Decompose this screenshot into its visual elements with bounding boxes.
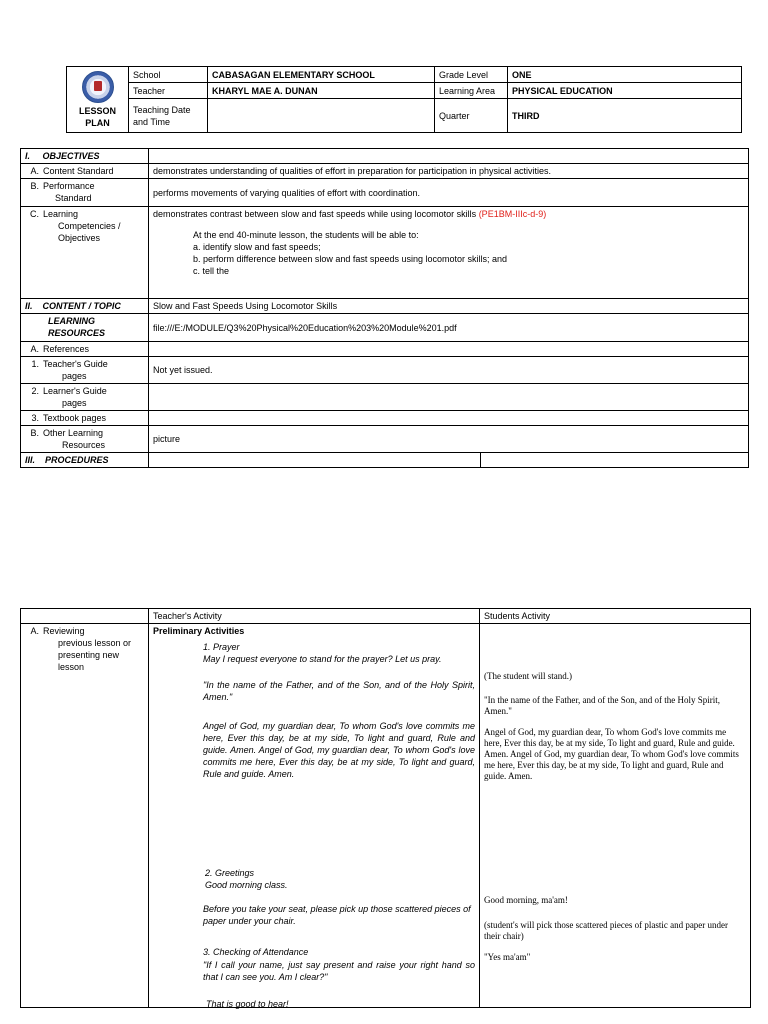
reviewing-line3: presenting new: [58, 650, 120, 660]
objectives-heading: [21, 149, 149, 164]
angel-prayer-text: Angel of God, my guardian dear, To whom God's love commits me here, Ever this day, be at my side, To light and guard, Rule and guide. Amen. Angel of God, my guardian dear, To whom God's love commits me here, Ever this day, be at my side, To light and guard, Rule and guide. Amen.: [203, 721, 475, 779]
performance-standard-label: [21, 179, 149, 207]
objective-item-b: b. perform difference between slow and fast speeds using locomotor skills; and: [193, 254, 508, 264]
student-sign-of-cross-text: "In the name of the Father, and of the Son, and of the Holy Spirit, Amen.": [484, 695, 721, 716]
learning-resources-line2: RESOURCES: [48, 328, 106, 338]
procedures-heading: [21, 453, 149, 468]
reviewing-line4: lesson: [58, 662, 85, 672]
teachers-guide-text1: Teacher's Guide: [43, 359, 108, 369]
activities-table: [20, 608, 751, 1008]
competencies-statement: demonstrates contrast between slow and fast speeds while using locomotor skills: [153, 209, 477, 219]
competencies-text3: Objectives: [58, 233, 101, 243]
learners-guide-text1: Learner's Guide: [43, 386, 107, 396]
teacher-label: Teacher: [129, 83, 208, 99]
competencies-text2: Competencies /: [58, 221, 121, 231]
performance-standard-text1: Performance: [43, 181, 95, 191]
teaching-date-value: [208, 99, 435, 133]
student-pick-up-text: (student's will pick those scattered pieces of plastic and paper under their chair): [484, 920, 729, 941]
student-angel-prayer-text: Angel of God, my guardian dear, To whom God's love commits me here, Ever this day, be at my side, To light and guard, Rule and guide. Amen. Angel of God, my guardian dear, To whom God's love commits me here, Ever this day, be at my side, To light and guard, Rule and guide. Amen.: [484, 727, 739, 781]
student-greeting-text: Good morning, ma'am!: [484, 895, 568, 905]
teachers-guide-value: Not yet issued.: [149, 357, 749, 384]
references-value: [149, 342, 749, 357]
references-label: [21, 342, 149, 357]
teaching-date-line1: Teaching Date: [133, 104, 191, 115]
activities-blank-header: [21, 609, 149, 624]
good-to-hear-text: That is good to hear!: [206, 999, 289, 1009]
textbook-text: Textbook pages: [43, 413, 107, 423]
performance-standard-value: performs movements of varying qualities of effort with coordination.: [149, 179, 749, 207]
other-resources-value: picture: [149, 426, 749, 453]
objectives-num: I.: [25, 151, 31, 161]
learning-resources-line1: LEARNING: [48, 316, 95, 326]
sign-of-cross-text: "In the name of the Father, and of the Son, and of the Holy Spirit, Amen.": [203, 680, 475, 702]
textbook-value: [149, 411, 749, 426]
reviewing-label: [21, 624, 149, 1008]
teachers-guide-text2: pages: [62, 371, 87, 381]
student-stand-text: (The student will stand.): [484, 671, 572, 681]
references-letter: A.: [30, 344, 39, 354]
competencies-value: [149, 207, 749, 299]
content-topic-title: CONTENT / TOPIC: [42, 301, 121, 311]
teacher-activity-cell: [149, 624, 480, 1008]
plan-label: PLAN: [85, 117, 110, 128]
learners-guide-value: [149, 384, 749, 411]
competencies-letter: C.: [30, 209, 39, 219]
teaching-date-label: [129, 99, 208, 133]
learning-area-value: PHYSICAL EDUCATION: [508, 83, 742, 99]
teacher-value: KHARYL MAE A. DUNAN: [208, 83, 435, 99]
teachers-guide-label: [21, 357, 149, 384]
students-activity-cell: [480, 624, 751, 1008]
teacher-activity-header: Teacher's Activity: [149, 609, 480, 624]
competencies-code: (PE1BM-IIIc-d-9): [478, 209, 547, 219]
greetings-block: [203, 867, 475, 891]
reviewing-letter: A.: [30, 626, 39, 636]
competencies-label: [21, 207, 149, 299]
procedures-students-cell: [481, 453, 749, 468]
objectives-title: OBJECTIVES: [42, 151, 100, 161]
content-standard-letter: A.: [30, 166, 39, 176]
students-activity-header: Students Activity: [480, 609, 751, 624]
reviewing-line2: previous lesson or: [58, 638, 132, 648]
grade-level-label: Grade Level: [435, 67, 508, 83]
seat-text: Before you take your seat, please pick up those scattered pieces of paper under your chair.: [203, 904, 471, 926]
content-topic-num: II.: [25, 301, 33, 311]
other-resources-letter: B.: [30, 428, 39, 438]
student-yes-text: "Yes ma'am": [484, 952, 531, 962]
other-resources-text1: Other Learning: [43, 428, 104, 438]
preliminary-activities-title: Preliminary Activities: [153, 626, 245, 636]
content-topic-heading: [21, 299, 149, 314]
quarter-value: THIRD: [508, 99, 742, 133]
attendance-text: "If I call your name, just say present and raise your right hand so that I can see you. Am I clear?": [203, 960, 475, 982]
competencies-text1: Learning: [43, 209, 79, 219]
other-resources-text2: Resources: [62, 440, 106, 450]
greetings-text: Good morning class.: [205, 880, 288, 890]
performance-standard-text2: Standard: [55, 193, 92, 203]
teaching-date-line2: and Time: [133, 116, 171, 127]
objectives-value: [149, 149, 749, 164]
school-label: School: [129, 67, 208, 83]
school-value: CABASAGAN ELEMENTARY SCHOOL: [208, 67, 435, 83]
procedures-num: III.: [25, 455, 36, 465]
content-standard-value: demonstrates understanding of qualities of effort in preparation for participation in physical activities.: [149, 164, 749, 179]
prayer-request: May I request everyone to stand for the prayer? Let us pray.: [203, 654, 442, 664]
procedures-title: PROCEDURES: [45, 455, 109, 465]
prayer-block: [203, 641, 475, 665]
content-standard-label: [21, 164, 149, 179]
other-resources-label: [21, 426, 149, 453]
content-topic-value: Slow and Fast Speeds Using Locomotor Skills: [149, 299, 749, 314]
deped-seal-icon: [82, 71, 114, 103]
grade-level-value: ONE: [508, 67, 742, 83]
learning-area-label: Learning Area: [435, 83, 508, 99]
prayer-title: 1. Prayer: [203, 642, 240, 652]
attendance-title: 3. Checking of Attendance: [203, 947, 309, 957]
performance-standard-letter: B.: [30, 181, 39, 191]
header-table: [66, 66, 742, 133]
textbook-num: 3.: [31, 413, 39, 423]
procedures-teacher-cell: [149, 453, 481, 468]
teachers-guide-num: 1.: [31, 359, 39, 369]
textbook-label: [21, 411, 149, 426]
objectives-intro: At the end 40-minute lesson, the students will be able to:: [193, 230, 419, 240]
learners-guide-text2: pages: [62, 398, 87, 408]
logo-cell: [67, 67, 129, 133]
greetings-title: 2. Greetings: [205, 868, 255, 878]
quarter-label: Quarter: [435, 99, 508, 133]
objective-item-a: a. identify slow and fast speeds;: [193, 242, 321, 252]
lesson-label: LESSON: [78, 105, 116, 116]
learning-resources-link[interactable]: file:///E:/MODULE/Q3%20Physical%20Education%203%20Module%201.pdf: [149, 314, 749, 342]
objective-item-c: c. tell the: [193, 266, 230, 276]
learning-resources-heading: [21, 314, 149, 342]
reviewing-line1: Reviewing: [43, 626, 85, 636]
learners-guide-num: 2.: [31, 386, 39, 396]
lesson-plan-table: [20, 148, 749, 468]
learners-guide-label: [21, 384, 149, 411]
content-standard-text: Content Standard: [43, 166, 114, 176]
references-text: References: [43, 344, 90, 354]
